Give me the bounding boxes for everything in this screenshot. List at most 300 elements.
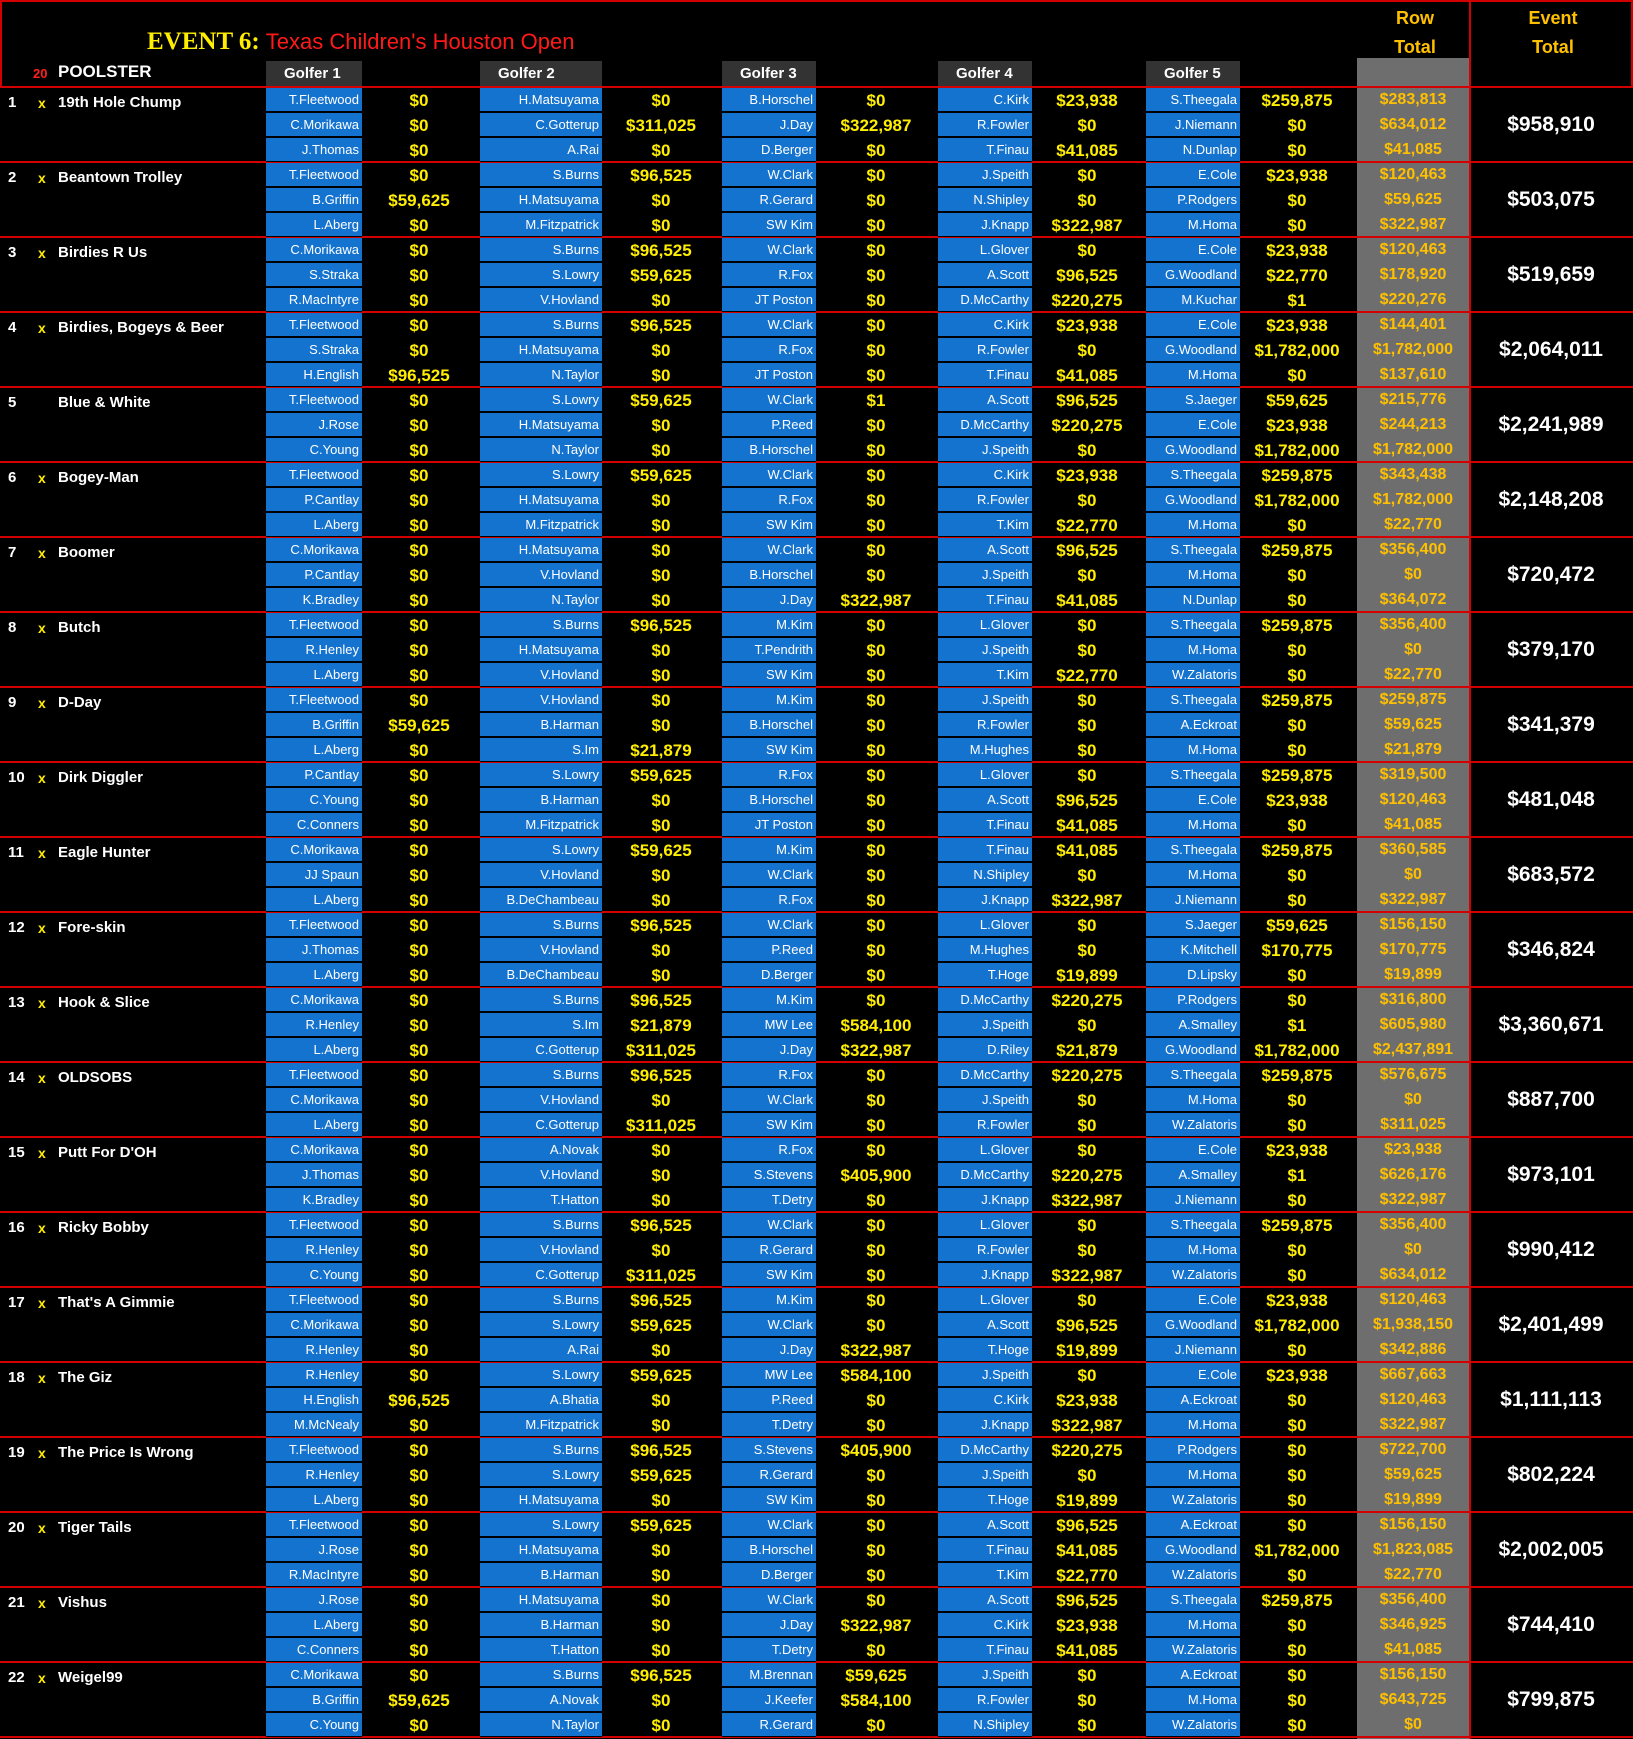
golfer-2-name[interactable]: C.Gotterup	[480, 1113, 602, 1137]
golfer-2-name[interactable]: A.Novak	[480, 1688, 602, 1712]
golfer-3-name[interactable]: W.Clark	[722, 1088, 816, 1112]
golfer-4-name[interactable]: J.Speith	[938, 1463, 1032, 1487]
golfer-4-name[interactable]: J.Speith	[938, 438, 1032, 462]
golfer-5-name[interactable]: S.Theegala	[1146, 1213, 1240, 1237]
golfer-5-name[interactable]: A.Eckroat	[1146, 713, 1240, 737]
golfer-1-name[interactable]: T.Fleetwood	[266, 313, 362, 337]
golfer-2-name[interactable]: S.Lowry	[480, 1513, 602, 1537]
golfer-4-name[interactable]: L.Glover	[938, 613, 1032, 637]
golfer-2-name[interactable]: S.Burns	[480, 1438, 602, 1462]
golfer-1-name[interactable]: L.Aberg	[266, 1488, 362, 1512]
golfer-5-name[interactable]: W.Zalatoris	[1146, 1563, 1240, 1587]
golfer-2-name[interactable]: B.Harman	[480, 1563, 602, 1587]
golfer-3-name[interactable]: W.Clark	[722, 463, 816, 487]
golfer-3-name[interactable]: M.Kim	[722, 1288, 816, 1312]
golfer-3-name[interactable]: W.Clark	[722, 163, 816, 187]
golfer-2-name[interactable]: H.Matsuyama	[480, 638, 602, 662]
golfer-5-name[interactable]: M.Homa	[1146, 738, 1240, 762]
golfer-5-name[interactable]: A.Smalley	[1146, 1013, 1240, 1037]
golfer-5-name[interactable]: S.Theegala	[1146, 688, 1240, 712]
golfer-2-name[interactable]: A.Rai	[480, 1338, 602, 1362]
golfer-5-name[interactable]: P.Rodgers	[1146, 188, 1240, 212]
golfer-5-name[interactable]: M.Homa	[1146, 1413, 1240, 1437]
golfer-3-name[interactable]: JT Poston	[722, 813, 816, 837]
golfer-1-name[interactable]: R.MacIntyre	[266, 1563, 362, 1587]
golfer-1-name[interactable]: L.Aberg	[266, 1613, 362, 1637]
golfer-5-name[interactable]: A.Eckroat	[1146, 1663, 1240, 1687]
golfer-3-name[interactable]: SW Kim	[722, 663, 816, 687]
golfer-3-name[interactable]: J.Day	[722, 1338, 816, 1362]
golfer-4-name[interactable]: T.Finau	[938, 1538, 1032, 1562]
golfer-2-name[interactable]: S.Burns	[480, 1063, 602, 1087]
golfer-1-name[interactable]: C.Conners	[266, 813, 362, 837]
golfer-3-name[interactable]: W.Clark	[722, 1513, 816, 1537]
golfer-4-name[interactable]: J.Speith	[938, 563, 1032, 587]
golfer-5-name[interactable]: M.Homa	[1146, 813, 1240, 837]
golfer-4-name[interactable]: T.Hoge	[938, 963, 1032, 987]
golfer-4-name[interactable]: T.Finau	[938, 813, 1032, 837]
golfer-3-name[interactable]: P.Reed	[722, 1388, 816, 1412]
golfer-2-name[interactable]: S.Lowry	[480, 838, 602, 862]
golfer-5-name[interactable]: S.Jaeger	[1146, 913, 1240, 937]
golfer-5-name[interactable]: W.Zalatoris	[1146, 1263, 1240, 1287]
golfer-1-name[interactable]: C.Young	[266, 788, 362, 812]
golfer-2-name[interactable]: V.Hovland	[480, 863, 602, 887]
golfer-5-name[interactable]: S.Theegala	[1146, 838, 1240, 862]
golfer-3-name[interactable]: R.Gerard	[722, 1463, 816, 1487]
golfer-1-name[interactable]: L.Aberg	[266, 663, 362, 687]
golfer-3-name[interactable]: M.Kim	[722, 988, 816, 1012]
golfer-1-name[interactable]: C.Young	[266, 1263, 362, 1287]
golfer-5-name[interactable]: W.Zalatoris	[1146, 1488, 1240, 1512]
golfer-5-name[interactable]: G.Woodland	[1146, 1313, 1240, 1337]
golfer-5-name[interactable]: M.Kuchar	[1146, 288, 1240, 312]
golfer-5-name[interactable]: M.Homa	[1146, 363, 1240, 387]
golfer-3-name[interactable]: J.Day	[722, 113, 816, 137]
golfer-2-name[interactable]: V.Hovland	[480, 563, 602, 587]
golfer-5-name[interactable]: K.Mitchell	[1146, 938, 1240, 962]
golfer-3-name[interactable]: R.Fox	[722, 1063, 816, 1087]
golfer-1-name[interactable]: J.Rose	[266, 1588, 362, 1612]
golfer-5-name[interactable]: M.Homa	[1146, 863, 1240, 887]
golfer-1-name[interactable]: J.Thomas	[266, 938, 362, 962]
golfer-3-name[interactable]: T.Pendrith	[722, 638, 816, 662]
golfer-2-name[interactable]: T.Hatton	[480, 1638, 602, 1662]
golfer-5-name[interactable]: J.Niemann	[1146, 1188, 1240, 1212]
golfer-3-name[interactable]: S.Stevens	[722, 1438, 816, 1462]
golfer-1-name[interactable]: S.Straka	[266, 263, 362, 287]
golfer-5-name[interactable]: A.Smalley	[1146, 1163, 1240, 1187]
golfer-2-name[interactable]: S.Lowry	[480, 388, 602, 412]
golfer-1-name[interactable]: J.Thomas	[266, 138, 362, 162]
golfer-3-name[interactable]: JT Poston	[722, 288, 816, 312]
golfer-4-name[interactable]: D.McCarthy	[938, 288, 1032, 312]
golfer-4-name[interactable]: L.Glover	[938, 763, 1032, 787]
golfer-4-name[interactable]: J.Speith	[938, 638, 1032, 662]
golfer-2-name[interactable]: S.Burns	[480, 1213, 602, 1237]
golfer-3-name[interactable]: B.Horschel	[722, 88, 816, 112]
golfer-5-name[interactable]: M.Homa	[1146, 1238, 1240, 1262]
golfer-2-name[interactable]: S.Lowry	[480, 1363, 602, 1387]
golfer-3-name[interactable]: W.Clark	[722, 1213, 816, 1237]
golfer-4-name[interactable]: T.Kim	[938, 1563, 1032, 1587]
golfer-3-name[interactable]: R.Fox	[722, 1138, 816, 1162]
golfer-3-name[interactable]: J.Keefer	[722, 1688, 816, 1712]
golfer-2-name[interactable]: M.Fitzpatrick	[480, 213, 602, 237]
golfer-1-name[interactable]: R.Henley	[266, 1338, 362, 1362]
golfer-1-name[interactable]: T.Fleetwood	[266, 163, 362, 187]
golfer-1-name[interactable]: C.Morikawa	[266, 538, 362, 562]
golfer-2-name[interactable]: V.Hovland	[480, 663, 602, 687]
golfer-2-name[interactable]: A.Rai	[480, 138, 602, 162]
golfer-1-name[interactable]: C.Morikawa	[266, 838, 362, 862]
golfer-1-name[interactable]: H.English	[266, 1388, 362, 1412]
golfer-1-name[interactable]: J.Rose	[266, 413, 362, 437]
golfer-4-name[interactable]: C.Kirk	[938, 1613, 1032, 1637]
golfer-2-name[interactable]: N.Taylor	[480, 438, 602, 462]
golfer-2-name[interactable]: N.Taylor	[480, 1713, 602, 1737]
golfer-1-name[interactable]: L.Aberg	[266, 963, 362, 987]
golfer-1-name[interactable]: B.Griffin	[266, 713, 362, 737]
golfer-3-name[interactable]: B.Horschel	[722, 438, 816, 462]
golfer-2-name[interactable]: B.Harman	[480, 713, 602, 737]
golfer-1-name[interactable]: L.Aberg	[266, 213, 362, 237]
golfer-3-name[interactable]: P.Reed	[722, 413, 816, 437]
golfer-2-name[interactable]: B.Harman	[480, 1613, 602, 1637]
golfer-2-name[interactable]: A.Bhatia	[480, 1388, 602, 1412]
golfer-3-name[interactable]: D.Berger	[722, 1563, 816, 1587]
golfer-5-name[interactable]: W.Zalatoris	[1146, 1113, 1240, 1137]
golfer-4-name[interactable]: A.Scott	[938, 1313, 1032, 1337]
golfer-1-name[interactable]: C.Young	[266, 438, 362, 462]
golfer-1-name[interactable]: R.MacIntyre	[266, 288, 362, 312]
golfer-5-name[interactable]: S.Jaeger	[1146, 388, 1240, 412]
golfer-1-name[interactable]: L.Aberg	[266, 1113, 362, 1137]
golfer-2-name[interactable]: S.Burns	[480, 1288, 602, 1312]
golfer-4-name[interactable]: A.Scott	[938, 1588, 1032, 1612]
golfer-1-name[interactable]: R.Henley	[266, 1013, 362, 1037]
golfer-5-name[interactable]: E.Cole	[1146, 1138, 1240, 1162]
golfer-1-name[interactable]: C.Morikawa	[266, 1138, 362, 1162]
golfer-4-name[interactable]: D.McCarthy	[938, 413, 1032, 437]
golfer-5-name[interactable]: G.Woodland	[1146, 263, 1240, 287]
golfer-2-name[interactable]: V.Hovland	[480, 1163, 602, 1187]
golfer-2-name[interactable]: H.Matsuyama	[480, 1488, 602, 1512]
golfer-5-name[interactable]: E.Cole	[1146, 1363, 1240, 1387]
golfer-3-name[interactable]: T.Detry	[722, 1413, 816, 1437]
golfer-4-name[interactable]: N.Shipley	[938, 863, 1032, 887]
golfer-2-name[interactable]: N.Taylor	[480, 363, 602, 387]
golfer-5-name[interactable]: S.Theegala	[1146, 538, 1240, 562]
golfer-5-name[interactable]: G.Woodland	[1146, 1038, 1240, 1062]
golfer-4-name[interactable]: J.Speith	[938, 1663, 1032, 1687]
golfer-1-name[interactable]: P.Cantlay	[266, 763, 362, 787]
golfer-2-name[interactable]: H.Matsuyama	[480, 338, 602, 362]
golfer-4-name[interactable]: D.McCarthy	[938, 1163, 1032, 1187]
golfer-2-name[interactable]: S.Burns	[480, 913, 602, 937]
golfer-1-name[interactable]: R.Henley	[266, 1463, 362, 1487]
golfer-2-name[interactable]: S.Burns	[480, 613, 602, 637]
golfer-4-name[interactable]: N.Shipley	[938, 1713, 1032, 1737]
golfer-1-name[interactable]: J.Rose	[266, 1538, 362, 1562]
golfer-5-name[interactable]: M.Homa	[1146, 513, 1240, 537]
golfer-3-name[interactable]: W.Clark	[722, 913, 816, 937]
golfer-4-name[interactable]: D.Riley	[938, 1038, 1032, 1062]
golfer-3-name[interactable]: W.Clark	[722, 238, 816, 262]
golfer-5-name[interactable]: G.Woodland	[1146, 488, 1240, 512]
golfer-1-name[interactable]: T.Fleetwood	[266, 1063, 362, 1087]
golfer-1-name[interactable]: T.Fleetwood	[266, 1288, 362, 1312]
golfer-4-name[interactable]: R.Fowler	[938, 1113, 1032, 1137]
golfer-2-name[interactable]: S.Im	[480, 1013, 602, 1037]
golfer-5-name[interactable]: E.Cole	[1146, 788, 1240, 812]
golfer-3-name[interactable]: R.Fox	[722, 263, 816, 287]
golfer-3-name[interactable]: B.Horschel	[722, 788, 816, 812]
golfer-5-name[interactable]: M.Homa	[1146, 638, 1240, 662]
golfer-2-name[interactable]: V.Hovland	[480, 688, 602, 712]
golfer-4-name[interactable]: J.Speith	[938, 688, 1032, 712]
golfer-5-name[interactable]: E.Cole	[1146, 1288, 1240, 1312]
golfer-3-name[interactable]: B.Horschel	[722, 563, 816, 587]
golfer-4-name[interactable]: L.Glover	[938, 1138, 1032, 1162]
golfer-4-name[interactable]: T.Finau	[938, 138, 1032, 162]
golfer-5-name[interactable]: J.Niemann	[1146, 1338, 1240, 1362]
golfer-3-name[interactable]: T.Detry	[722, 1188, 816, 1212]
golfer-3-name[interactable]: JT Poston	[722, 363, 816, 387]
golfer-5-name[interactable]: E.Cole	[1146, 238, 1240, 262]
golfer-5-name[interactable]: D.Lipsky	[1146, 963, 1240, 987]
golfer-3-name[interactable]: P.Reed	[722, 938, 816, 962]
golfer-3-name[interactable]: SW Kim	[722, 1113, 816, 1137]
golfer-5-name[interactable]: G.Woodland	[1146, 438, 1240, 462]
golfer-1-name[interactable]: P.Cantlay	[266, 563, 362, 587]
golfer-1-name[interactable]: B.Griffin	[266, 188, 362, 212]
golfer-3-name[interactable]: J.Day	[722, 1613, 816, 1637]
golfer-2-name[interactable]: B.DeChambeau	[480, 963, 602, 987]
golfer-1-name[interactable]: P.Cantlay	[266, 488, 362, 512]
golfer-3-name[interactable]: D.Berger	[722, 963, 816, 987]
golfer-5-name[interactable]: S.Theegala	[1146, 88, 1240, 112]
golfer-1-name[interactable]: JJ Spaun	[266, 863, 362, 887]
golfer-1-name[interactable]: L.Aberg	[266, 888, 362, 912]
golfer-4-name[interactable]: A.Scott	[938, 788, 1032, 812]
golfer-4-name[interactable]: R.Fowler	[938, 1688, 1032, 1712]
golfer-4-name[interactable]: J.Knapp	[938, 1188, 1032, 1212]
golfer-5-name[interactable]: S.Theegala	[1146, 763, 1240, 787]
golfer-5-name[interactable]: G.Woodland	[1146, 1538, 1240, 1562]
golfer-2-name[interactable]: V.Hovland	[480, 1088, 602, 1112]
golfer-3-name[interactable]: W.Clark	[722, 1313, 816, 1337]
golfer-3-name[interactable]: SW Kim	[722, 1488, 816, 1512]
golfer-3-name[interactable]: W.Clark	[722, 388, 816, 412]
golfer-4-name[interactable]: C.Kirk	[938, 313, 1032, 337]
golfer-4-name[interactable]: L.Glover	[938, 238, 1032, 262]
golfer-1-name[interactable]: K.Bradley	[266, 1188, 362, 1212]
golfer-3-name[interactable]: R.Fox	[722, 488, 816, 512]
golfer-4-name[interactable]: R.Fowler	[938, 713, 1032, 737]
golfer-5-name[interactable]: S.Theegala	[1146, 1063, 1240, 1087]
golfer-3-name[interactable]: B.Horschel	[722, 1538, 816, 1562]
golfer-1-name[interactable]: M.McNealy	[266, 1413, 362, 1437]
golfer-4-name[interactable]: A.Scott	[938, 263, 1032, 287]
golfer-2-name[interactable]: H.Matsuyama	[480, 188, 602, 212]
golfer-3-name[interactable]: R.Gerard	[722, 188, 816, 212]
golfer-1-name[interactable]: C.Morikawa	[266, 238, 362, 262]
golfer-5-name[interactable]: J.Niemann	[1146, 888, 1240, 912]
golfer-5-name[interactable]: J.Niemann	[1146, 113, 1240, 137]
golfer-5-name[interactable]: W.Zalatoris	[1146, 1638, 1240, 1662]
golfer-4-name[interactable]: J.Knapp	[938, 213, 1032, 237]
golfer-4-name[interactable]: T.Hoge	[938, 1488, 1032, 1512]
golfer-4-name[interactable]: T.Hoge	[938, 1338, 1032, 1362]
golfer-2-name[interactable]: C.Gotterup	[480, 1038, 602, 1062]
golfer-5-name[interactable]: E.Cole	[1146, 313, 1240, 337]
golfer-3-name[interactable]: R.Gerard	[722, 1713, 816, 1737]
golfer-2-name[interactable]: S.Lowry	[480, 1463, 602, 1487]
golfer-1-name[interactable]: C.Morikawa	[266, 1088, 362, 1112]
golfer-2-name[interactable]: M.Fitzpatrick	[480, 813, 602, 837]
golfer-4-name[interactable]: J.Speith	[938, 163, 1032, 187]
golfer-1-name[interactable]: L.Aberg	[266, 738, 362, 762]
golfer-1-name[interactable]: L.Aberg	[266, 1038, 362, 1062]
golfer-5-name[interactable]: M.Homa	[1146, 213, 1240, 237]
golfer-2-name[interactable]: H.Matsuyama	[480, 538, 602, 562]
golfer-5-name[interactable]: A.Eckroat	[1146, 1388, 1240, 1412]
golfer-1-name[interactable]: R.Henley	[266, 1363, 362, 1387]
golfer-4-name[interactable]: D.McCarthy	[938, 1063, 1032, 1087]
golfer-1-name[interactable]: C.Morikawa	[266, 1313, 362, 1337]
golfer-4-name[interactable]: C.Kirk	[938, 88, 1032, 112]
golfer-2-name[interactable]: H.Matsuyama	[480, 488, 602, 512]
golfer-4-name[interactable]: D.McCarthy	[938, 988, 1032, 1012]
golfer-4-name[interactable]: J.Knapp	[938, 1263, 1032, 1287]
golfer-5-name[interactable]: M.Homa	[1146, 1613, 1240, 1637]
golfer-3-name[interactable]: D.Berger	[722, 138, 816, 162]
golfer-4-name[interactable]: J.Knapp	[938, 888, 1032, 912]
golfer-4-name[interactable]: T.Kim	[938, 663, 1032, 687]
golfer-3-name[interactable]: W.Clark	[722, 863, 816, 887]
golfer-2-name[interactable]: H.Matsuyama	[480, 1538, 602, 1562]
golfer-5-name[interactable]: W.Zalatoris	[1146, 663, 1240, 687]
golfer-5-name[interactable]: A.Eckroat	[1146, 1513, 1240, 1537]
golfer-1-name[interactable]: T.Fleetwood	[266, 88, 362, 112]
golfer-3-name[interactable]: SW Kim	[722, 1263, 816, 1287]
golfer-2-name[interactable]: S.Burns	[480, 238, 602, 262]
golfer-2-name[interactable]: V.Hovland	[480, 1238, 602, 1262]
golfer-1-name[interactable]: J.Thomas	[266, 1163, 362, 1187]
golfer-4-name[interactable]: A.Scott	[938, 388, 1032, 412]
golfer-1-name[interactable]: T.Fleetwood	[266, 388, 362, 412]
golfer-5-name[interactable]: P.Rodgers	[1146, 1438, 1240, 1462]
golfer-2-name[interactable]: N.Taylor	[480, 588, 602, 612]
golfer-4-name[interactable]: C.Kirk	[938, 463, 1032, 487]
golfer-4-name[interactable]: L.Glover	[938, 913, 1032, 937]
golfer-4-name[interactable]: T.Finau	[938, 588, 1032, 612]
golfer-2-name[interactable]: B.Harman	[480, 788, 602, 812]
golfer-1-name[interactable]: T.Fleetwood	[266, 1513, 362, 1537]
golfer-1-name[interactable]: T.Fleetwood	[266, 1438, 362, 1462]
golfer-2-name[interactable]: V.Hovland	[480, 938, 602, 962]
golfer-3-name[interactable]: B.Horschel	[722, 713, 816, 737]
golfer-1-name[interactable]: T.Fleetwood	[266, 613, 362, 637]
golfer-2-name[interactable]: S.Lowry	[480, 463, 602, 487]
golfer-1-name[interactable]: T.Fleetwood	[266, 1213, 362, 1237]
golfer-4-name[interactable]: L.Glover	[938, 1213, 1032, 1237]
golfer-1-name[interactable]: C.Morikawa	[266, 1663, 362, 1687]
golfer-1-name[interactable]: T.Fleetwood	[266, 463, 362, 487]
golfer-3-name[interactable]: R.Fox	[722, 338, 816, 362]
golfer-5-name[interactable]: G.Woodland	[1146, 338, 1240, 362]
golfer-3-name[interactable]: W.Clark	[722, 1588, 816, 1612]
golfer-2-name[interactable]: A.Novak	[480, 1138, 602, 1162]
golfer-4-name[interactable]: J.Knapp	[938, 1413, 1032, 1437]
golfer-2-name[interactable]: T.Hatton	[480, 1188, 602, 1212]
golfer-4-name[interactable]: A.Scott	[938, 1513, 1032, 1537]
golfer-5-name[interactable]: E.Cole	[1146, 163, 1240, 187]
golfer-2-name[interactable]: M.Fitzpatrick	[480, 513, 602, 537]
golfer-5-name[interactable]: M.Homa	[1146, 1688, 1240, 1712]
golfer-2-name[interactable]: H.Matsuyama	[480, 413, 602, 437]
golfer-1-name[interactable]: T.Fleetwood	[266, 913, 362, 937]
golfer-2-name[interactable]: S.Burns	[480, 313, 602, 337]
golfer-5-name[interactable]: E.Cole	[1146, 413, 1240, 437]
golfer-3-name[interactable]: T.Detry	[722, 1638, 816, 1662]
golfer-4-name[interactable]: A.Scott	[938, 538, 1032, 562]
golfer-4-name[interactable]: R.Fowler	[938, 113, 1032, 137]
golfer-4-name[interactable]: L.Glover	[938, 1288, 1032, 1312]
golfer-5-name[interactable]: S.Theegala	[1146, 1588, 1240, 1612]
golfer-5-name[interactable]: N.Dunlap	[1146, 138, 1240, 162]
golfer-4-name[interactable]: J.Speith	[938, 1363, 1032, 1387]
golfer-1-name[interactable]: R.Henley	[266, 638, 362, 662]
golfer-1-name[interactable]: T.Fleetwood	[266, 688, 362, 712]
golfer-3-name[interactable]: R.Fox	[722, 763, 816, 787]
golfer-2-name[interactable]: S.Lowry	[480, 763, 602, 787]
golfer-3-name[interactable]: S.Stevens	[722, 1163, 816, 1187]
golfer-4-name[interactable]: D.McCarthy	[938, 1438, 1032, 1462]
golfer-3-name[interactable]: J.Day	[722, 588, 816, 612]
golfer-1-name[interactable]: R.Henley	[266, 1238, 362, 1262]
golfer-3-name[interactable]: R.Fox	[722, 888, 816, 912]
golfer-4-name[interactable]: T.Finau	[938, 1638, 1032, 1662]
golfer-3-name[interactable]: SW Kim	[722, 513, 816, 537]
golfer-1-name[interactable]: K.Bradley	[266, 588, 362, 612]
golfer-5-name[interactable]: M.Homa	[1146, 1463, 1240, 1487]
golfer-2-name[interactable]: M.Fitzpatrick	[480, 1413, 602, 1437]
golfer-1-name[interactable]: C.Young	[266, 1713, 362, 1737]
golfer-4-name[interactable]: R.Fowler	[938, 488, 1032, 512]
golfer-2-name[interactable]: S.Burns	[480, 163, 602, 187]
golfer-2-name[interactable]: V.Hovland	[480, 288, 602, 312]
golfer-2-name[interactable]: S.Lowry	[480, 263, 602, 287]
golfer-4-name[interactable]: R.Fowler	[938, 338, 1032, 362]
golfer-3-name[interactable]: SW Kim	[722, 213, 816, 237]
golfer-4-name[interactable]: M.Hughes	[938, 938, 1032, 962]
golfer-3-name[interactable]: MW Lee	[722, 1013, 816, 1037]
golfer-4-name[interactable]: T.Finau	[938, 838, 1032, 862]
golfer-4-name[interactable]: M.Hughes	[938, 738, 1032, 762]
golfer-1-name[interactable]: C.Morikawa	[266, 113, 362, 137]
golfer-3-name[interactable]: M.Kim	[722, 688, 816, 712]
golfer-2-name[interactable]: H.Matsuyama	[480, 1588, 602, 1612]
golfer-4-name[interactable]: T.Finau	[938, 363, 1032, 387]
golfer-3-name[interactable]: M.Kim	[722, 838, 816, 862]
golfer-2-name[interactable]: H.Matsuyama	[480, 88, 602, 112]
golfer-2-name[interactable]: C.Gotterup	[480, 1263, 602, 1287]
golfer-5-name[interactable]: M.Homa	[1146, 563, 1240, 587]
golfer-4-name[interactable]: J.Speith	[938, 1013, 1032, 1037]
golfer-4-name[interactable]: N.Shipley	[938, 188, 1032, 212]
